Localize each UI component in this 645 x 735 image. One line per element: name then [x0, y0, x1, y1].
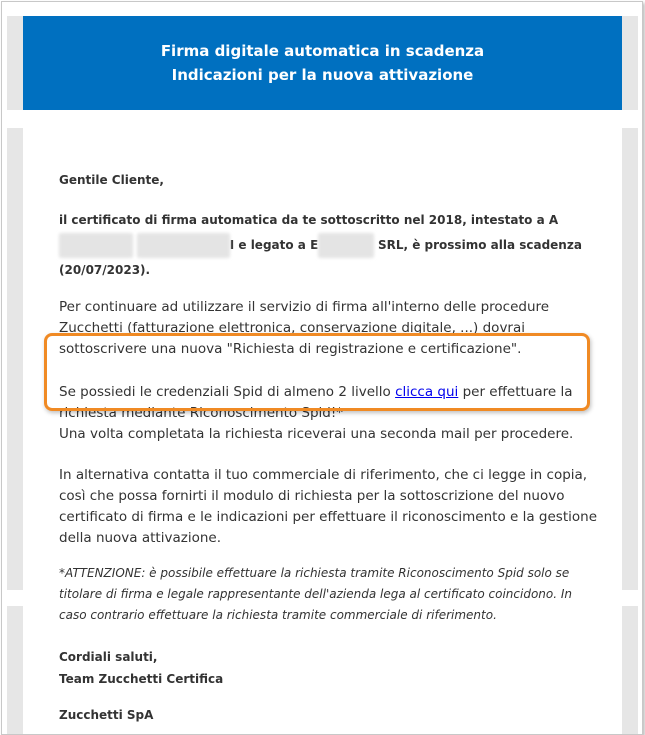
body-side-band-left	[7, 128, 23, 590]
spid-text-part2: per effettuare la richiesta mediante Riconoscimento Spid!*	[59, 384, 573, 421]
regards: Cordiali saluti,	[59, 650, 158, 664]
attention-note: *ATTENZIONE: è possibile effettuare la richiesta tramite Riconoscimento Spid solo se titolare di firma e legale rappresentante dell'azienda lega al certificato coincidono. In caso contrario effettuare la richiesta tramite commerciale di riferimento.	[59, 566, 573, 622]
redacted-company	[318, 233, 374, 258]
team-signature: Team Zucchetti Certifica	[59, 672, 224, 686]
certificate-notice-part1: il certificato di firma automatica da te sottoscritto nel 2018, intestato a A	[59, 213, 559, 227]
alternative-paragraph: In alternativa contatta il tuo commerciale di riferimento, che ci legge in copia, così che possa fornirti il modulo di richiesta per la sottoscrizione del nuovo certificato di firma e le indicazioni per effettuare il riconoscimento e la gestione della nuova attivazione.	[59, 467, 598, 546]
footer-side-band-right	[622, 606, 638, 734]
certificate-notice-part2: I e legato a E	[229, 238, 319, 252]
spid-highlight-box	[44, 333, 590, 411]
email-header-banner	[23, 16, 622, 110]
header-title-line2: Indicazioni per la nuova attivazione	[171, 66, 474, 84]
spid-text-part3: Una volta completata la richiesta riceverai una seconda mail per procedere.	[59, 426, 574, 442]
company-signature: Zucchetti SpA	[59, 708, 154, 722]
header-title-line1: Firma digitale automatica in scadenza	[160, 42, 485, 60]
clicca-qui-link[interactable]: clicca qui	[395, 384, 459, 400]
redacted-name	[59, 233, 133, 258]
body-side-band-right	[622, 128, 638, 590]
greeting: Gentile Cliente,	[59, 173, 164, 187]
email-footer	[59, 646, 599, 726]
spid-text-part1: Se possiedi le credenziali Spid di almeno 2 livello	[59, 384, 396, 400]
header-side-band-left	[7, 16, 23, 110]
certificate-notice-part3: SRL, è prossimo alla scadenza (20/07/2023).	[59, 238, 582, 277]
header-side-band-right	[622, 16, 638, 110]
certificate-notice	[59, 208, 599, 283]
footer-side-band-left	[7, 606, 23, 734]
redacted-name-cont	[137, 233, 230, 258]
continue-paragraph: Per continuare ad utilizzare il servizio di firma all'interno delle procedure Zucchetti (fatturazione elettronica, conservazione digitale, ...) dovrai sottoscrivere una nuova "Richiesta di registrazione e certificazione".	[59, 299, 550, 357]
